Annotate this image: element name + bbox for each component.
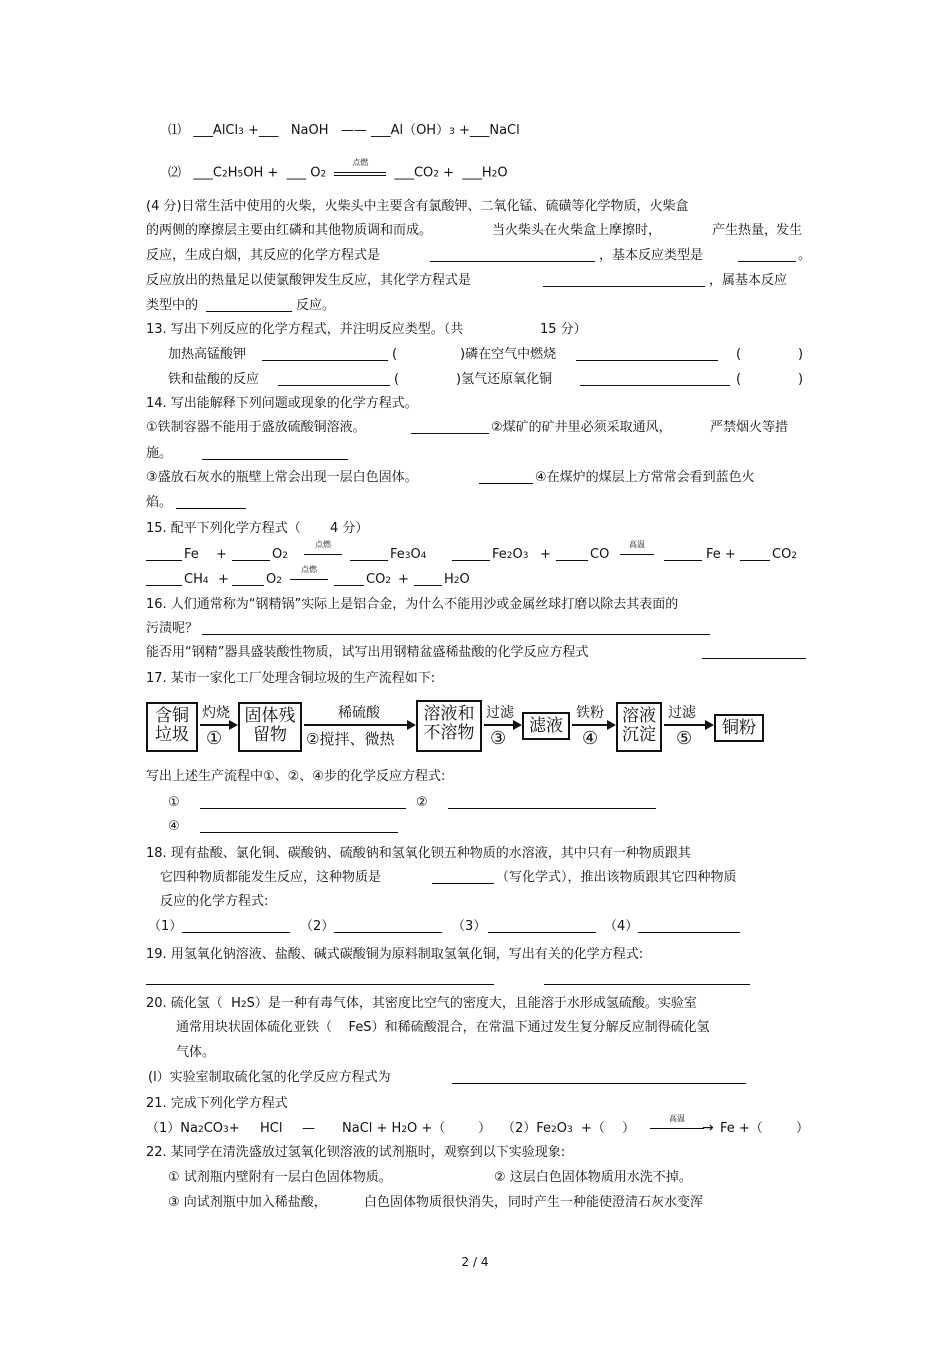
arrow-head-icon: → (702, 1120, 714, 1136)
answer-blank[interactable] (200, 796, 406, 809)
answer-blank[interactable] (146, 972, 494, 985)
answer-blank[interactable] (430, 249, 595, 262)
q22-items-2: ③ 向试剂瓶中加入稀盐酸， 白色固体物质很快消失， 同时产生一种能使澄清石灰水变浑 (168, 1195, 704, 1210)
match-line-3: 反应，生成白烟，其反应的化学方程式是 ，基本反应类型是 。 (146, 248, 812, 263)
match-line-1: (4 分)日常生活中使用的火柴，火柴头中主要含有氯酸钾、二氧化锰、硫磺等化学物质，火柴盒 (146, 199, 689, 214)
answer-blank[interactable] (556, 548, 588, 561)
flow-arrow (664, 724, 712, 726)
q22-items-1: ① 试剂瓶内壁附有一层白色固体物质。 ② 这层白色固体物质用水洗不掉。 (168, 1170, 692, 1185)
answer-blank[interactable] (334, 920, 442, 933)
answer-blank[interactable] (262, 348, 388, 361)
flow-box-filtrate: 滤液 (522, 712, 570, 740)
answer-blank[interactable] (411, 421, 489, 434)
q17-answers-2: ④ (168, 818, 180, 836)
answer-blank[interactable] (740, 548, 770, 561)
q15-title: 15. 配平下列化学方程式（ 4 分） (146, 521, 369, 536)
q17-answers-1: ① ② (168, 794, 180, 812)
answer-blank[interactable] (576, 348, 718, 361)
flow-box-copper-waste: 含铜垃圾 (146, 702, 198, 752)
flow-box-copper-powder: 铜粉 (714, 714, 764, 742)
reaction-condition: 高温 (616, 546, 658, 564)
answer-blank[interactable] (182, 920, 290, 933)
answer-blank[interactable] (544, 972, 750, 985)
reaction-condition: 点燃 (300, 546, 346, 564)
q20-line-3: 气体。 (176, 1045, 216, 1060)
process-flow-diagram: 含铜垃圾 灼烧 ① 固体残留物 稀硫酸 ②搅拌、微热 溶液和不溶物 过滤 ③ 滤液 铁粉 ④ 溶液沉淀 过滤 ⑤ 铜粉 (146, 700, 766, 754)
q18-answers: （1） （2） （3） （4） (148, 918, 748, 936)
answer-blank[interactable] (432, 871, 494, 884)
q20-line-1: 20. 硫化氢（ H2S）是一种有毒气体，其密度比空气的密度大，且能溶于水形成氢硫酸。实验室 (146, 996, 697, 1011)
flow-box-solution-insoluble: 溶液和不溶物 (416, 700, 482, 752)
q18-line-1: 18. 现有盐酸、氯化铜、碳酸钠、硫酸钠和氢氧化钡五种物质的水溶液，其中只有一种物质跟其 (146, 846, 691, 861)
answer-blank[interactable] (452, 548, 490, 561)
page-number: 2 / 4 (461, 1255, 489, 1269)
match-line-5: 类型中的 反应。 (146, 298, 336, 313)
flow-arrow (484, 724, 520, 726)
answer-blank[interactable] (543, 274, 705, 287)
flow-arrow (200, 724, 236, 726)
flow-arrow (304, 724, 414, 726)
answer-blank[interactable] (200, 820, 398, 833)
q19-line-1: 19. 用氢氧化钠溶液、盐酸、碱式碳酸铜为原料制取氢氧化铜，写出有关的化学方程式: (146, 947, 644, 962)
answer-blank[interactable] (580, 373, 730, 386)
q16-line-3: 能否用“钢精”器具盛装酸性物质，试写出用钢精盆盛稀盐酸的化学反应方程式 (146, 644, 588, 662)
answer-blank[interactable] (146, 573, 182, 586)
answer-blank[interactable] (202, 622, 710, 635)
eq-number: ⑴ (168, 123, 182, 138)
q16-line-1: 16. 人们通常称为“钢精锅”实际上是铝合金，为什么不能用沙或金属丝球打磨以除去其表面的 (146, 597, 679, 612)
answer-blank[interactable] (479, 471, 533, 484)
q14-line-4: 焰。 (146, 494, 172, 512)
equation-2: ⑵ ___C2H5OH + ___ O2 点燃 ___CO2 + ___H2O (168, 158, 508, 181)
answer-blank[interactable] (232, 573, 264, 586)
q16-line-2: 污渍呢？ (146, 620, 198, 638)
equation-1: ⑴ ___AlCl3 +___ NaOH —— ___Al（OH）3 +___NaCl (168, 123, 520, 138)
reaction-condition-arrow: 高温 (646, 1120, 708, 1138)
q22-title: 22. 某同学在清洗盛放过氢氧化钡溶液的试剂瓶时，观察到以下实验现象: (146, 1145, 566, 1160)
q20-line-4: (l）实验室制取硫化氢的化学反应方程式为 (148, 1069, 391, 1087)
answer-blank[interactable] (350, 548, 388, 561)
q14-line-2: 施。 (146, 445, 172, 463)
q14-title: 14. 写出能解释下列问题或现象的化学方程式。 (146, 396, 418, 411)
answer-blank[interactable] (176, 496, 246, 509)
answer-blank[interactable] (664, 548, 702, 561)
q13-row-1: 加热高锰酸钾 ( )磷在空气中燃烧 ( ) (168, 347, 804, 362)
answer-blank[interactable] (146, 548, 182, 561)
match-line-2: 的两侧的摩擦层主要由红磷和其他物质调和而成。 当火柴头在火柴盒上摩擦时， 产生热量， 发生 (146, 223, 803, 238)
answer-blank[interactable] (232, 548, 270, 561)
q17-title: 17. 某市一家化工厂处理含铜垃圾的生产流程如下: (146, 671, 436, 686)
answer-blank[interactable] (414, 573, 442, 586)
q20-line-2: 通常用块状固体硫化亚铁（ FeS）和稀硫酸混合，在常温下通过发生复分解反应制得硫化氢 (176, 1020, 710, 1035)
answer-blank[interactable] (738, 249, 796, 262)
reaction-condition: 点燃 (330, 164, 390, 182)
q14-line-1: ①铁制容器不能用于盛放硫酸铜溶液。 ②煤矿的矿井里必须采取通风， 严禁烟火等措 (146, 420, 789, 435)
q17-ask: 写出上述生产流程中①、②、④步的化学反应方程式: (146, 769, 446, 784)
answer-blank[interactable] (202, 447, 348, 460)
answer-blank[interactable] (448, 796, 656, 809)
q14-line-3: ③盛放石灰水的瓶壁上常会出现一层白色固体。 ④在煤炉的煤层上方常常会看到蓝色火 (146, 470, 755, 485)
q18-line-3: 反应的化学方程式: (160, 894, 269, 909)
q18-line-2: 它四种物质都能发生反应，这种物质是 （写化学式），推出该物质跟其它四种物质 (160, 870, 737, 885)
answer-blank[interactable] (452, 1071, 746, 1084)
match-line-4: 反应放出的热量足以使氯酸钾发生反应，其化学方程式是 ，属基本反应 (146, 273, 788, 288)
answer-blank[interactable] (278, 373, 390, 386)
answer-blank[interactable] (334, 573, 364, 586)
flow-box-solution-precipitate: 溶液沉淀 (616, 702, 662, 752)
q13-row-2: 铁和盐酸的反应 ( )氢气还原氧化铜 ( ) (168, 372, 804, 387)
answer-blank[interactable] (488, 920, 596, 933)
answer-blank[interactable] (638, 920, 740, 933)
reaction-condition: 点燃 (286, 571, 332, 589)
q21-title: 21. 完成下列化学方程式 (146, 1096, 288, 1111)
answer-blank[interactable] (206, 299, 292, 312)
answer-blank[interactable] (702, 646, 806, 659)
flow-box-solid-residue: 固体残留物 (238, 702, 302, 752)
flow-arrow (572, 724, 614, 726)
q13-title: 13. 写出下列反应的化学方程式，并注明反应类型。（共 15 分） (146, 322, 587, 337)
